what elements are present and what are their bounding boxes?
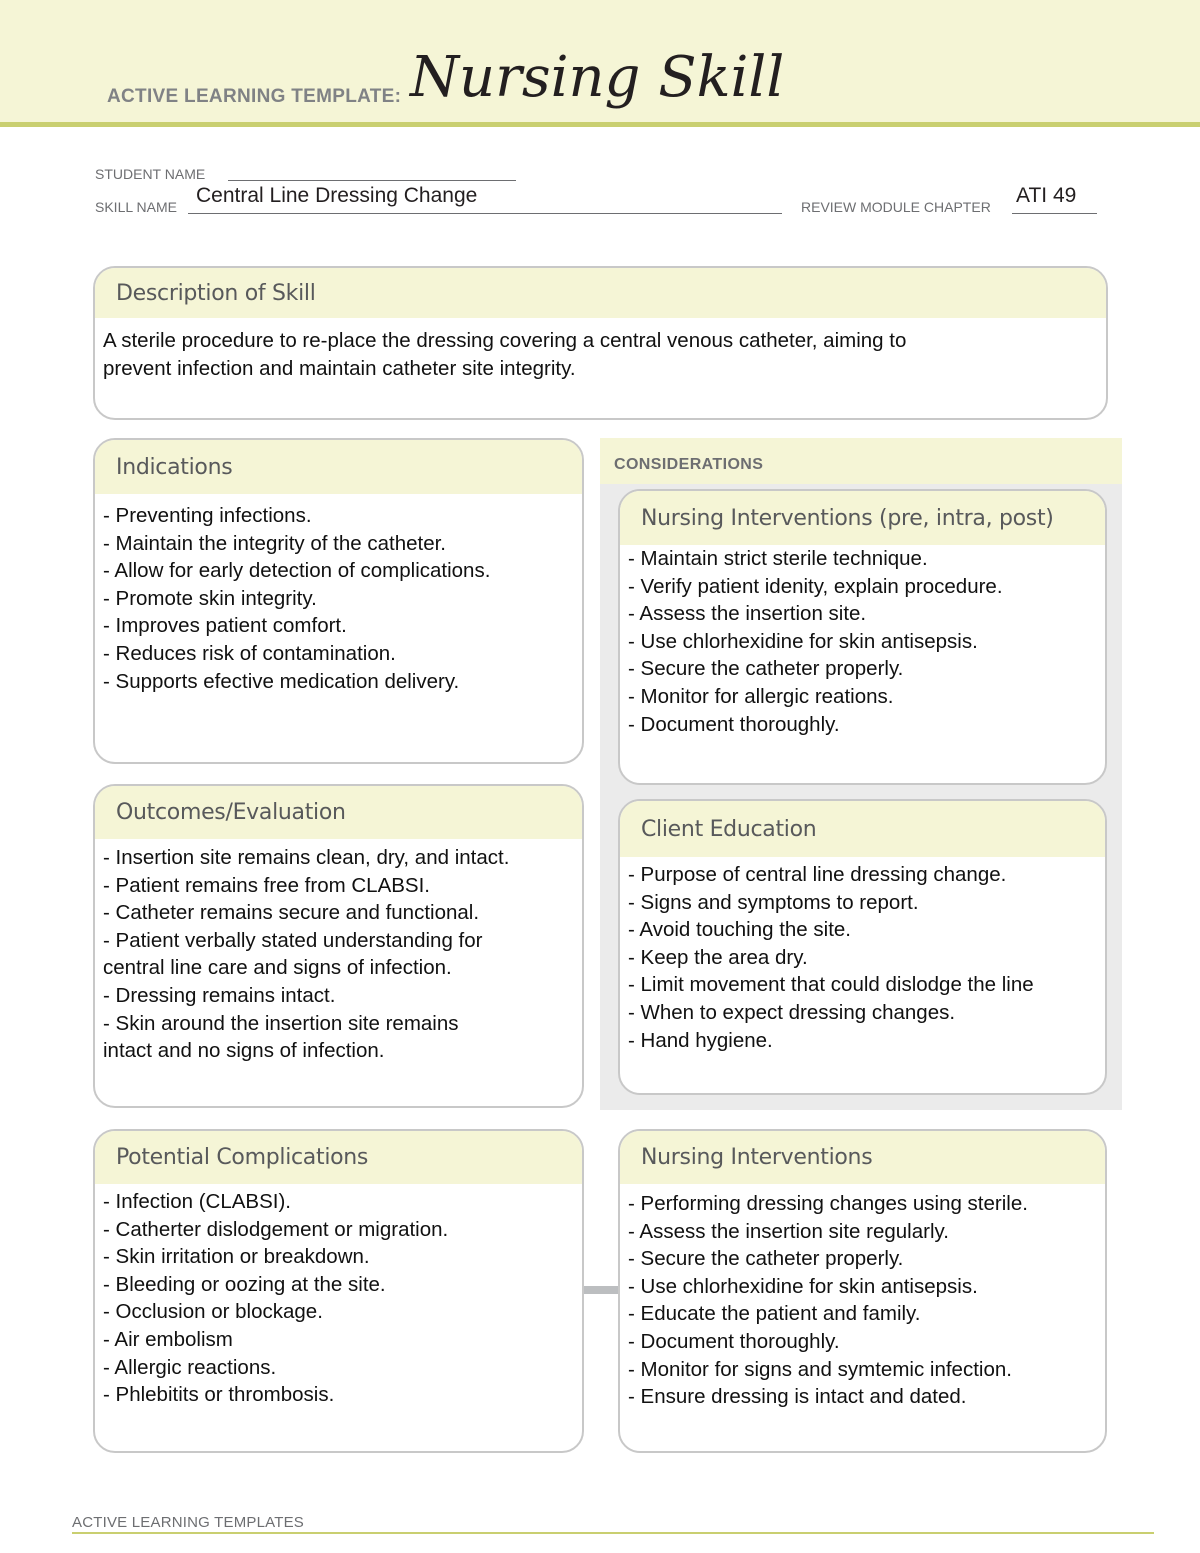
nursing-interventions-box	[618, 1129, 1107, 1453]
client-education-item: - When to expect dressing changes.	[628, 1000, 956, 1024]
indications-item: - Improves patient comfort.	[103, 614, 347, 638]
description-box	[93, 266, 1108, 420]
description-line: A sterile procedure to re-place the dressing covering a central venous catheter, aiming to	[103, 329, 907, 352]
complications-item: - Infection (CLABSI).	[103, 1190, 291, 1213]
nursing-interventions-pre-item: - Secure the catheter properly.	[628, 657, 904, 681]
complications-box	[93, 1129, 584, 1453]
outcomes-item: - Patient remains free from CLABSI.	[103, 873, 430, 897]
complications-item: - Phlebitits or thrombosis.	[103, 1383, 335, 1407]
description-body	[95, 318, 1106, 382]
complications-item: - Bleeding or oozing at the site.	[103, 1272, 386, 1296]
outcomes-item: - Insertion site remains clean, dry, and intact.	[103, 846, 510, 869]
client-education-item: - Hand hygiene.	[628, 1028, 773, 1052]
skill-name-label: SKILL NAME	[95, 199, 177, 215]
complications-item: - Catherter dislodgement or migration.	[103, 1217, 449, 1241]
outcomes-item: - Dressing remains intact.	[103, 983, 336, 1007]
complications-header	[95, 1131, 582, 1184]
nursing-interventions-pre-title: Nursing Interventions (pre, intra, post)	[641, 505, 1054, 531]
client-education-item: - Avoid touching the site.	[628, 918, 851, 942]
client-education-body	[620, 857, 1105, 1054]
template-label: ACTIVE LEARNING TEMPLATE:	[107, 86, 402, 107]
outcomes-item: central line care and signs of infection.	[103, 956, 452, 980]
complications-title: Potential Complications	[116, 1145, 369, 1170]
nursing-interventions-pre-item: - Monitor for allergic reations.	[628, 684, 894, 708]
review-module-label: REVIEW MODULE CHAPTER	[801, 199, 991, 215]
indications-item: - Reduces risk of contamination.	[103, 641, 396, 665]
outcomes-header	[95, 786, 582, 839]
nursing-interventions-item: - Performing dressing changes using sterile.	[628, 1192, 1028, 1215]
nursing-interventions-item: - Document thoroughly.	[628, 1329, 840, 1353]
review-module-value: ATI 49	[1016, 184, 1077, 207]
nursing-interventions-item: - Assess the insertion site regularly.	[628, 1219, 949, 1243]
indications-body	[95, 494, 582, 695]
indications-item: - Maintain the integrity of the catheter.	[103, 531, 446, 555]
outcomes-title: Outcomes/Evaluation	[116, 800, 346, 825]
nursing-interventions-title: Nursing Interventions	[641, 1145, 873, 1170]
nursing-interventions-pre-box	[618, 489, 1107, 785]
nursing-interventions-pre-body	[620, 545, 1105, 738]
footer-text: ACTIVE LEARNING TEMPLATES	[72, 1514, 304, 1531]
client-education-box	[618, 799, 1107, 1095]
nursing-interventions-pre-item: - Assess the insertion site.	[628, 602, 867, 626]
client-education-item: - Limit movement that could dislodge the line	[628, 973, 1034, 997]
nursing-interventions-header	[620, 1131, 1105, 1184]
nursing-interventions-item: - Monitor for signs and symtemic infection.	[628, 1357, 1012, 1381]
student-name-label: STUDENT NAME	[95, 166, 206, 182]
nursing-interventions-pre-item: - Use chlorhexidine for skin antisepsis.	[628, 629, 978, 653]
client-education-item: - Signs and symptoms to report.	[628, 890, 919, 914]
nursing-interventions-body	[620, 1184, 1105, 1411]
nursing-interventions-pre-item: - Maintain strict sterile technique.	[628, 547, 928, 570]
student-name-field[interactable]	[228, 180, 516, 181]
skill-name-value: Central Line Dressing Change	[196, 184, 478, 207]
complications-item: - Air embolism	[103, 1327, 233, 1351]
outcomes-item: - Catheter remains secure and functional.	[103, 901, 480, 925]
indications-title: Indications	[116, 454, 233, 480]
indications-item: - Promote skin integrity.	[103, 586, 317, 610]
nursing-interventions-pre-item: - Verify patient idenity, explain procedure.	[628, 574, 1003, 598]
indications-item: - Allow for early detection of complications.	[103, 559, 491, 583]
skill-name-field[interactable]	[188, 213, 782, 214]
header-rule	[0, 122, 1200, 127]
indications-item: - Supports efective medication delivery.	[103, 669, 460, 693]
client-education-header	[620, 801, 1105, 857]
outcomes-item: - Patient verbally stated understanding for	[103, 928, 483, 952]
nursing-interventions-pre-header	[620, 491, 1105, 545]
complications-body	[95, 1184, 582, 1409]
considerations-title: CONSIDERATIONS	[614, 456, 764, 473]
indications-item: - Preventing infections.	[103, 504, 312, 527]
client-education-item: - Keep the area dry.	[628, 945, 808, 969]
outcomes-item: intact and no signs of infection.	[103, 1039, 385, 1063]
nursing-interventions-item: - Ensure dressing is intact and dated.	[628, 1385, 967, 1409]
client-education-item: - Purpose of central line dressing change.	[628, 863, 1007, 886]
client-education-title: Client Education	[641, 816, 817, 842]
template-title: Nursing Skill	[410, 45, 785, 110]
nursing-interventions-pre-item: - Document thoroughly.	[628, 712, 840, 736]
complications-item: - Allergic reactions.	[103, 1355, 277, 1379]
description-title: Description of Skill	[116, 280, 316, 306]
description-header	[95, 268, 1106, 318]
footer-rule	[72, 1532, 1154, 1534]
nursing-interventions-item: - Secure the catheter properly.	[628, 1247, 904, 1271]
review-module-field[interactable]	[1012, 213, 1097, 214]
complications-item: - Occlusion or blockage.	[103, 1300, 323, 1324]
complications-item: - Skin irritation or breakdown.	[103, 1245, 370, 1269]
outcomes-body	[95, 839, 582, 1065]
nursing-interventions-item: - Educate the patient and family.	[628, 1302, 921, 1326]
nursing-interventions-item: - Use chlorhexidine for skin antisepsis.	[628, 1274, 978, 1298]
indications-box	[93, 438, 584, 764]
indications-header	[95, 440, 582, 494]
outcomes-item: - Skin around the insertion site remains	[103, 1011, 459, 1035]
description-line: prevent infection and maintain catheter site integrity.	[103, 356, 576, 380]
box-connector	[582, 1286, 620, 1294]
outcomes-box	[93, 784, 584, 1108]
